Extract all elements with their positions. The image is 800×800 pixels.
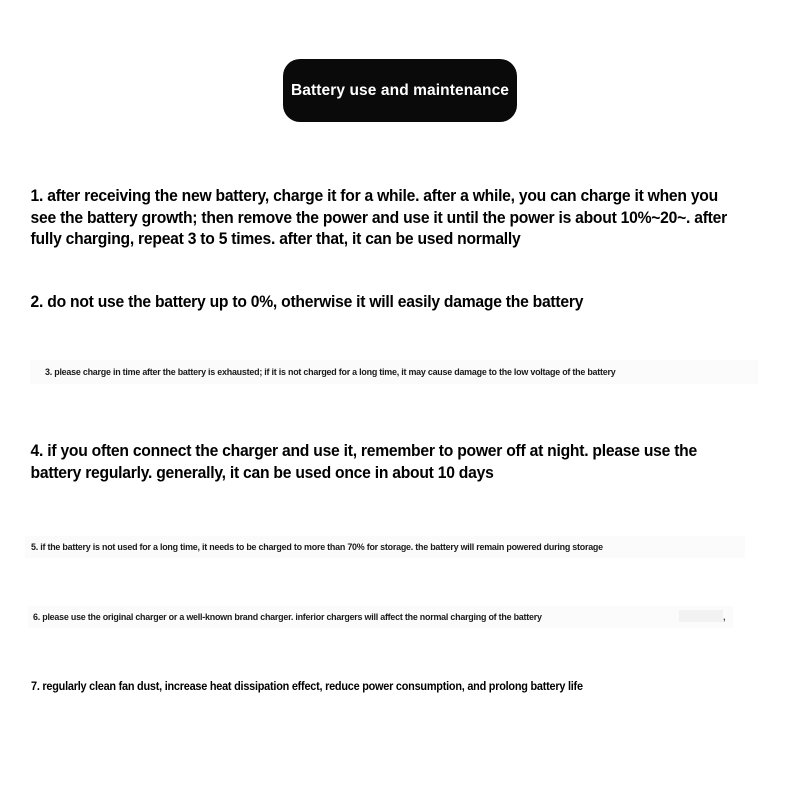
instruction-item-2: 2. do not use the battery up to 0%, otherwise it will easily damage the battery xyxy=(30,293,584,311)
instruction-item-3-text: 3. please charge in time after the battery is exhausted; if it is not charged for a long time, it may cause damage to the low voltage of the battery xyxy=(45,366,616,378)
instruction-item-7-text: 7. regularly clean fan dust, increase heat dissipation effect, reduce power consumption, and prolong battery life xyxy=(31,680,583,693)
instruction-item-5 xyxy=(0,540,800,554)
page-title: Battery use and maintenance xyxy=(290,81,510,99)
gray-artifact-block xyxy=(679,610,723,622)
instruction-item-6-text: 6. please use the original charger or a well-known brand charger. inferior chargers will affect the normal charging of the battery xyxy=(33,611,542,623)
instruction-item-5-text: 5. if the battery is not used for a long time, it needs to be charged to more than 70% for storage. the battery will remain powered during storage xyxy=(31,541,603,553)
instruction-item-3 xyxy=(0,365,800,379)
instruction-item-7 xyxy=(0,679,618,694)
trailing-comma-mark: , xyxy=(723,612,726,623)
instruction-item-4: 4. if you often connect the charger and use it, remember to power off at night. please use the battery regularly. generally, it can be used once in about 10 days xyxy=(30,442,697,482)
instruction-item-1: 1. after receiving the new battery, charge it for a while. after a while, you can charge it when you see the battery growth; then remove the power and use it until the power is about 10%~20~. after fully charging, repeat 3 to 5 times. after that, it can be used normally xyxy=(30,187,727,248)
page-title-badge xyxy=(283,59,517,122)
